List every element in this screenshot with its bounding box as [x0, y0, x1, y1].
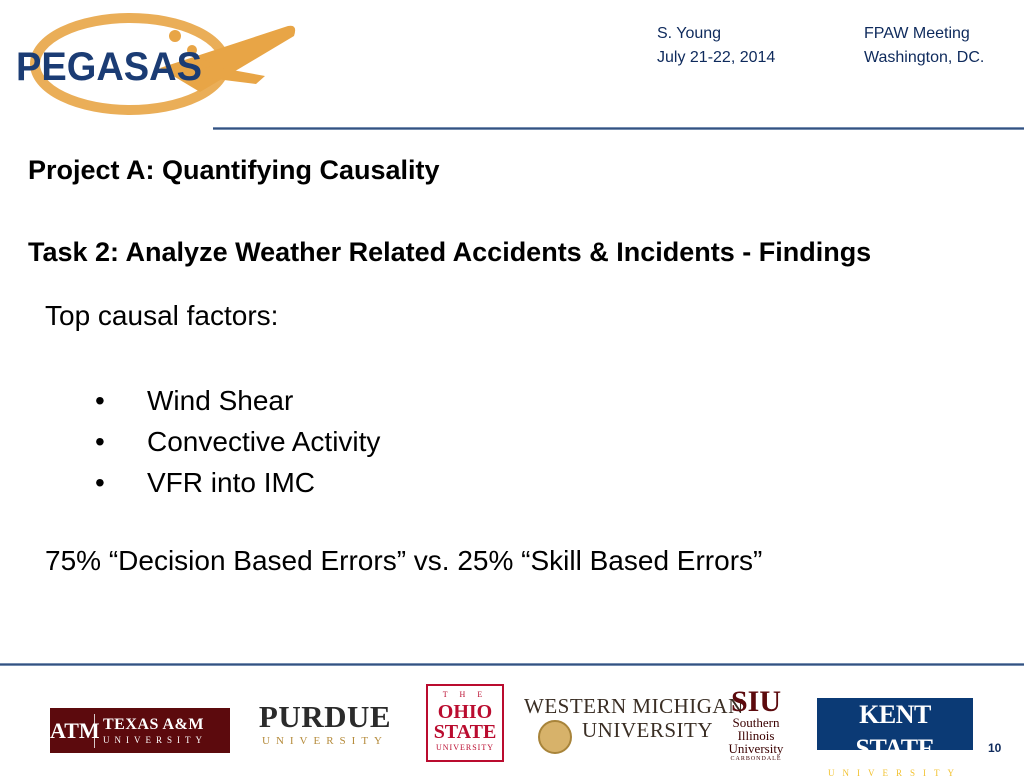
- list-item: [95, 421, 380, 462]
- siu-southern: Southern: [732, 715, 780, 730]
- kent-name: KENT STATE: [855, 700, 935, 763]
- author: S. Young: [657, 25, 722, 42]
- footer-divider: [0, 663, 1024, 666]
- tamu-name: TEXAS A&M: [103, 715, 204, 733]
- purdue-logo: [254, 700, 396, 748]
- siu-logo: [724, 685, 788, 764]
- siu-carbondale: CARBONDALE: [730, 756, 782, 762]
- siu-illinois: Illinois: [737, 728, 775, 743]
- tamu-university: UNIVERSITY: [103, 734, 207, 745]
- bullet-icon: •: [95, 426, 105, 457]
- osu-state: STATE: [433, 721, 497, 743]
- causal-factors-list: [95, 380, 380, 503]
- kent-state-logo: [817, 698, 973, 778]
- texas-am-logo: [50, 708, 230, 753]
- date: July 21-22, 2014: [657, 49, 776, 66]
- western-michigan-logo: [524, 694, 744, 756]
- siu-university: University: [728, 741, 784, 756]
- osu-university: UNIVERSITY: [436, 743, 494, 752]
- project-title: Project A: Quantifying Causality: [28, 155, 440, 185]
- task-title: Task 2: Analyze Weather Related Accidents & Incidents - Findings: [28, 237, 872, 267]
- pegasas-logo: [10, 6, 300, 118]
- wmu-name: WESTERN MICHIGAN: [524, 694, 744, 718]
- list-item-label: Convective Activity: [147, 426, 381, 457]
- list-item-label: VFR into IMC: [147, 467, 316, 498]
- list-item: [95, 380, 380, 421]
- list-item-label: Wind Shear: [147, 385, 294, 416]
- osu-ohio: OHIO: [437, 701, 493, 723]
- tamu-mark: ATM: [50, 714, 95, 748]
- osu-the: T H E: [442, 690, 488, 699]
- summary-text: 75% “Decision Based Errors” vs. 25% “Skill Based Errors”: [45, 545, 763, 576]
- bullet-icon: •: [95, 385, 105, 416]
- bullet-icon: •: [95, 467, 105, 498]
- wmu-seal-icon: [538, 720, 572, 754]
- logo-text: PEGASAS: [16, 45, 202, 89]
- header-divider: [213, 127, 1024, 130]
- purdue-university: UNIVERSITY: [262, 735, 388, 747]
- ohio-state-logo: [426, 684, 504, 762]
- page-number: 10: [988, 741, 1002, 755]
- meeting-location: Washington, DC.: [864, 49, 985, 66]
- kent-university: UNIVERSITY: [828, 768, 962, 778]
- wmu-university: UNIVERSITY: [582, 718, 713, 742]
- list-item: [95, 462, 380, 503]
- purdue-name: PURDUE: [258, 699, 392, 734]
- meeting-name: FPAW Meeting: [864, 25, 970, 42]
- siu-mark: SIU: [730, 685, 782, 718]
- intro-text: Top causal factors:: [45, 300, 279, 331]
